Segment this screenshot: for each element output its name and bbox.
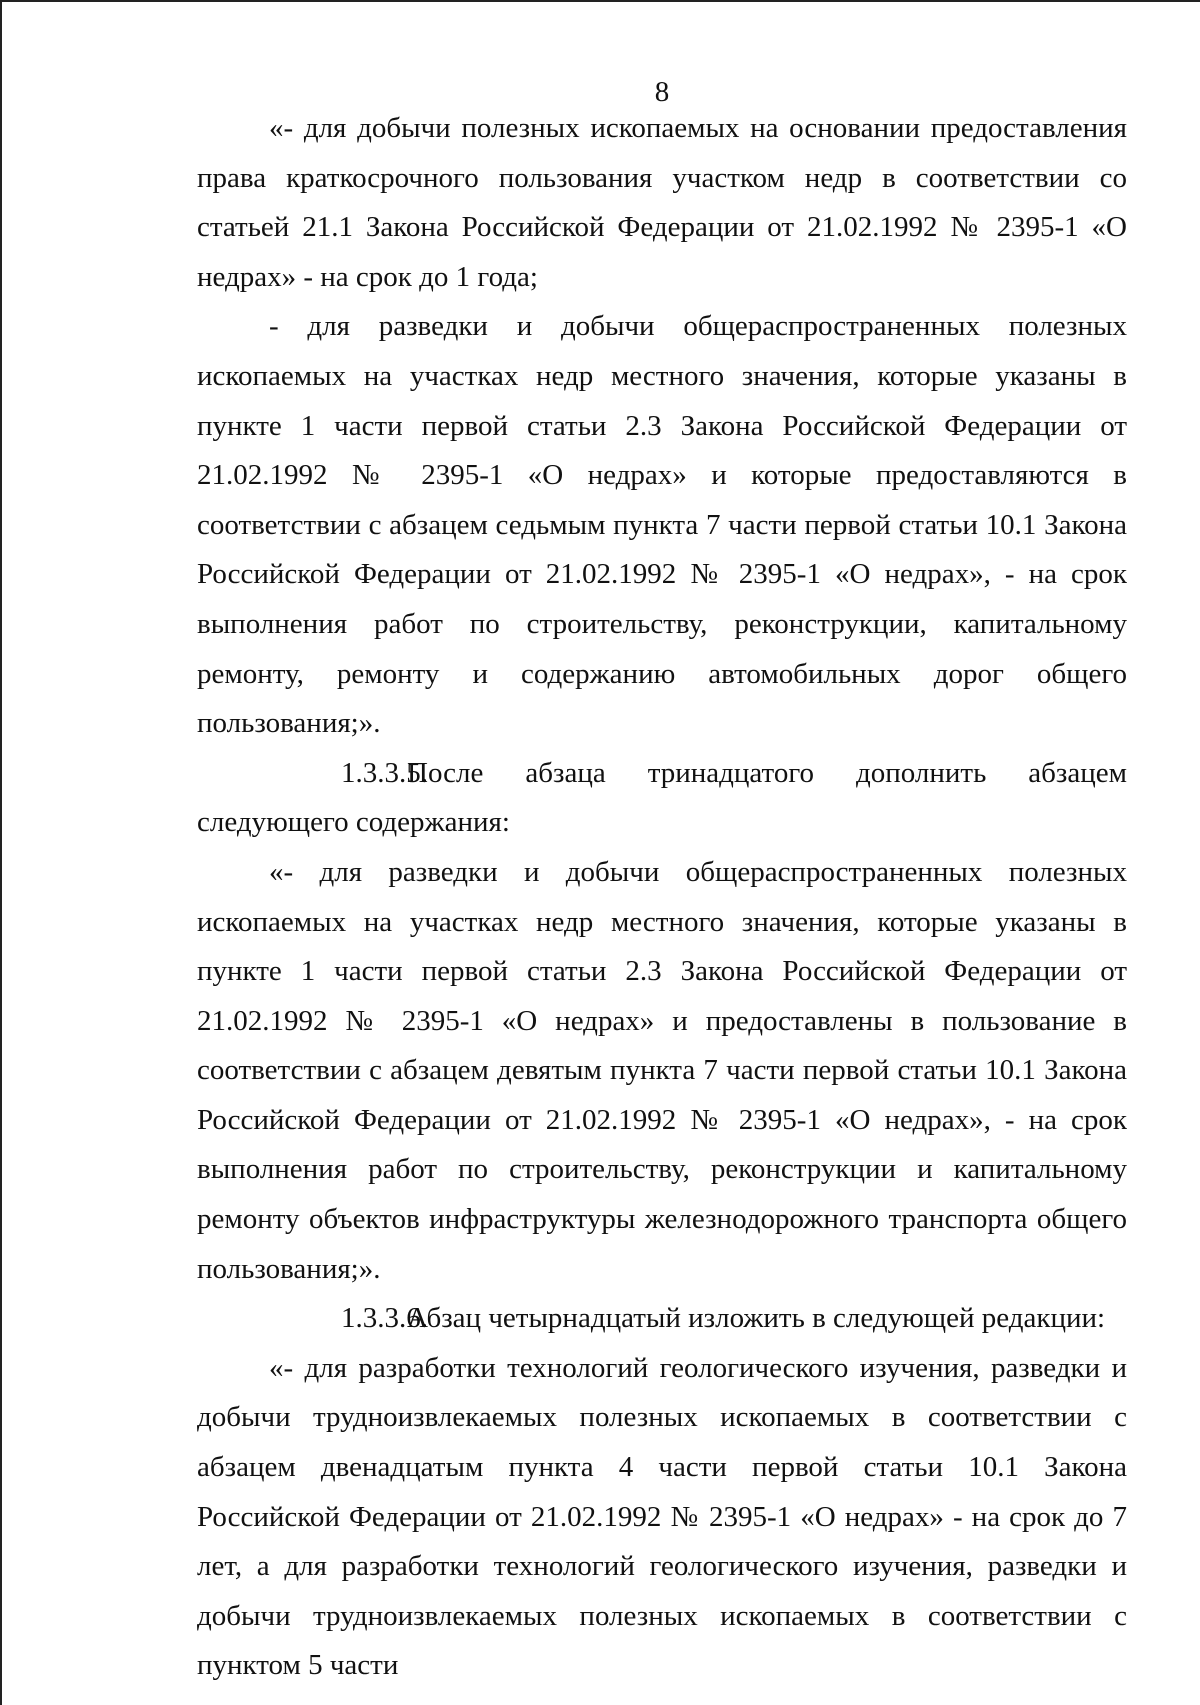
- paragraph-text: «- для разработки технологий геологического изучения, разведки и добычи трудноизвлекаемых полезных ископаемых в соответствии с абзацем двенадцатым пункта 4 части первой статьи 10.1 Закона Российской Федерации от 21.02.1992 № 2395-1 «О недрах» - на срок до 7 лет, а для разработки технологий геологического изучения, разведки и добычи трудноизвлекаемых полезных ископаемых в соответствии с пунктом 5 части: [197, 1351, 1127, 1682]
- paragraph-text: Абзац четырнадцатый изложить в следующей редакции:: [407, 1302, 1106, 1335]
- paragraph: [197, 848, 1127, 1294]
- paragraph: [197, 302, 1127, 748]
- page-number: 8: [654, 76, 670, 108]
- paragraph-text: После абзаца тринадцатого дополнить абзацем следующего содержания:: [197, 756, 1127, 839]
- paragraph: [197, 104, 1127, 302]
- paragraph-text: «- для добычи полезных ископаемых на основании предоставления права краткосрочного пользования участком недр в соответствии со статьей 21.1 Закона Российской Федерации от 21.02.1992 № 2395-1 «О недрах» - на срок до 1 года;: [197, 112, 1127, 293]
- numbered-paragraph: [197, 1294, 1127, 1344]
- clause-number: 1.3.3.5.: [341, 756, 428, 789]
- document-body: [197, 104, 1127, 1691]
- clause-number: 1.3.3.6.: [341, 1302, 428, 1335]
- numbered-paragraph: [197, 749, 1127, 848]
- paragraph: [197, 1344, 1127, 1691]
- paragraph-text: - для разведки и добычи общераспространенных полезных ископаемых на участках недр местного значения, которые указаны в пункте 1 части первой статьи 2.3 Закона Российской Федерации от 21.02.1992 № 2395-1 «О недрах» и которые предоставляются в соответствии с абзацем седьмым пункта 7 части первой статьи 10.1 Закона Российской Федерации от 21.02.1992 № 2395-1 «О недрах», - на срок выполнения работ по строительству, реконструкции, капитальному ремонту, ремонту и содержанию автомобильных дорог общего пользования;».: [197, 310, 1127, 740]
- paragraph-text: «- для разведки и добычи общераспространенных полезных ископаемых на участках недр местного значения, которые указаны в пункте 1 части первой статьи 2.3 Закона Российской Федерации от 21.02.1992 № 2395-1 «О недрах» и предоставлены в пользование в соответствии с абзацем девятым пункта 7 части первой статьи 10.1 Закона Российской Федерации от 21.02.1992 № 2395-1 «О недрах», - на срок выполнения работ по строительству, реконструкции и капитальному ремонту объектов инфраструктуры железнодорожного транспорта общего пользования;».: [197, 855, 1127, 1285]
